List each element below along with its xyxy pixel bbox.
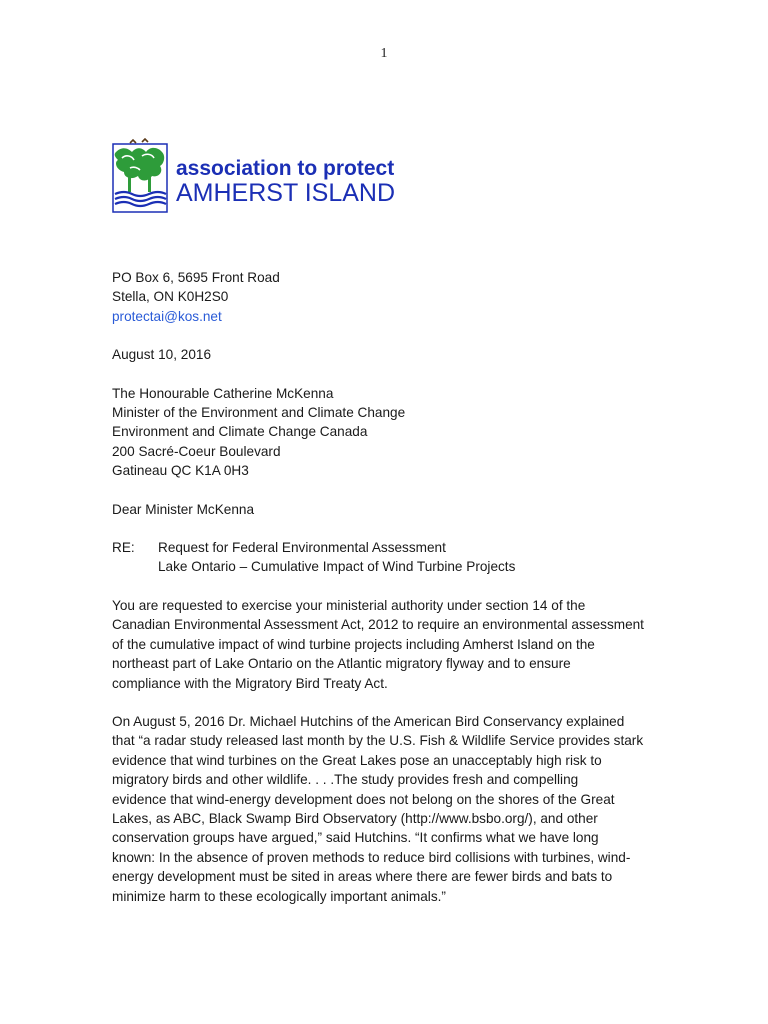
spacer xyxy=(112,326,657,345)
recipient-address xyxy=(112,384,657,481)
recipient-line-4: 200 Sacré-Coeur Boulevard xyxy=(112,443,281,459)
paragraph-line: evidence that wind turbines on the Great Lakes pose an unacceptably high risk to xyxy=(112,752,602,768)
paragraph-line: minimize harm to these ecologically important animals.” xyxy=(112,888,446,904)
paragraph-line: that “a radar study released last month by the U.S. Fish & Wildlife Service provides stark xyxy=(112,733,644,749)
paragraph-line: evidence that wind-energy development does not belong on the shores of the Great xyxy=(112,791,615,807)
subject-line-2: Lake Ontario – Cumulative Impact of Wind Turbine Projects xyxy=(158,559,516,575)
paragraph-line: compliance with the Migratory Bird Treaty Act. xyxy=(112,675,388,691)
paragraph-line: On August 5, 2016 Dr. Michael Hutchins of the American Bird Conservancy explained xyxy=(112,713,625,729)
spacer xyxy=(112,693,657,712)
spacer xyxy=(112,365,657,384)
logo-line-1: association to protect xyxy=(176,157,395,180)
organization-logo xyxy=(112,138,402,218)
subject-line xyxy=(112,538,657,577)
paragraph-line: migratory birds and other wildlife. . . .The study provides fresh and compelling xyxy=(112,772,579,788)
page-number: 1 xyxy=(380,46,388,61)
paragraph-line: northeast part of Lake Ontario on the Atlantic migratory flyway and to ensure xyxy=(112,656,571,672)
paragraph-line: known: In the absence of proven methods to reduce bird collisions with turbines, wind- xyxy=(112,849,631,865)
paragraph-2 xyxy=(112,712,657,906)
salutation: Dear Minister McKenna xyxy=(112,501,255,517)
paragraph-line: You are requested to exercise your ministerial authority under section 14 of the xyxy=(112,597,586,613)
recipient-line-2: Minister of the Environment and Climate Change xyxy=(112,405,406,421)
logo-wordmark xyxy=(176,158,395,206)
paragraph-1 xyxy=(112,596,657,693)
recipient-line-5: Gatineau QC K1A 0H3 xyxy=(112,463,249,479)
recipient-line-1: The Honourable Catherine McKenna xyxy=(112,385,334,401)
paragraph-line: energy development must be sited in areas where there are fewer birds and bats to xyxy=(112,869,613,885)
spacer xyxy=(112,481,657,500)
subject-label: RE: xyxy=(112,540,135,556)
letter-body xyxy=(112,268,657,906)
subject-text xyxy=(158,538,657,577)
paragraph-line: conservation groups have argued,” said Hutchins. “It confirms what we have long xyxy=(112,830,599,846)
paragraph-line: Canadian Environmental Assessment Act, 2012 to require an environmental assessment xyxy=(112,617,644,633)
sender-address-line-2: Stella, ON K0H2S0 xyxy=(112,289,229,305)
subject-line-1: Request for Federal Environmental Assessment xyxy=(158,540,446,556)
recipient-line-3: Environment and Climate Change Canada xyxy=(112,424,368,440)
logo-line-2: AMHERST ISLAND xyxy=(176,179,396,208)
spacer xyxy=(112,519,657,538)
spacer xyxy=(112,577,657,596)
paragraph-line: of the cumulative impact of wind turbine projects including Amherst Island on the xyxy=(112,636,595,652)
letter-date: August 10, 2016 xyxy=(112,347,212,363)
sender-address-line-1: PO Box 6, 5695 Front Road xyxy=(112,270,280,285)
sender-email-link[interactable]: protectai@kos.net xyxy=(112,308,222,324)
sender-address xyxy=(112,268,657,326)
tree-island-logo-icon xyxy=(112,138,168,214)
paragraph-line: Lakes, as ABC, Black Swamp Bird Observatory (http://www.bsbo.org/), and other xyxy=(112,810,598,826)
